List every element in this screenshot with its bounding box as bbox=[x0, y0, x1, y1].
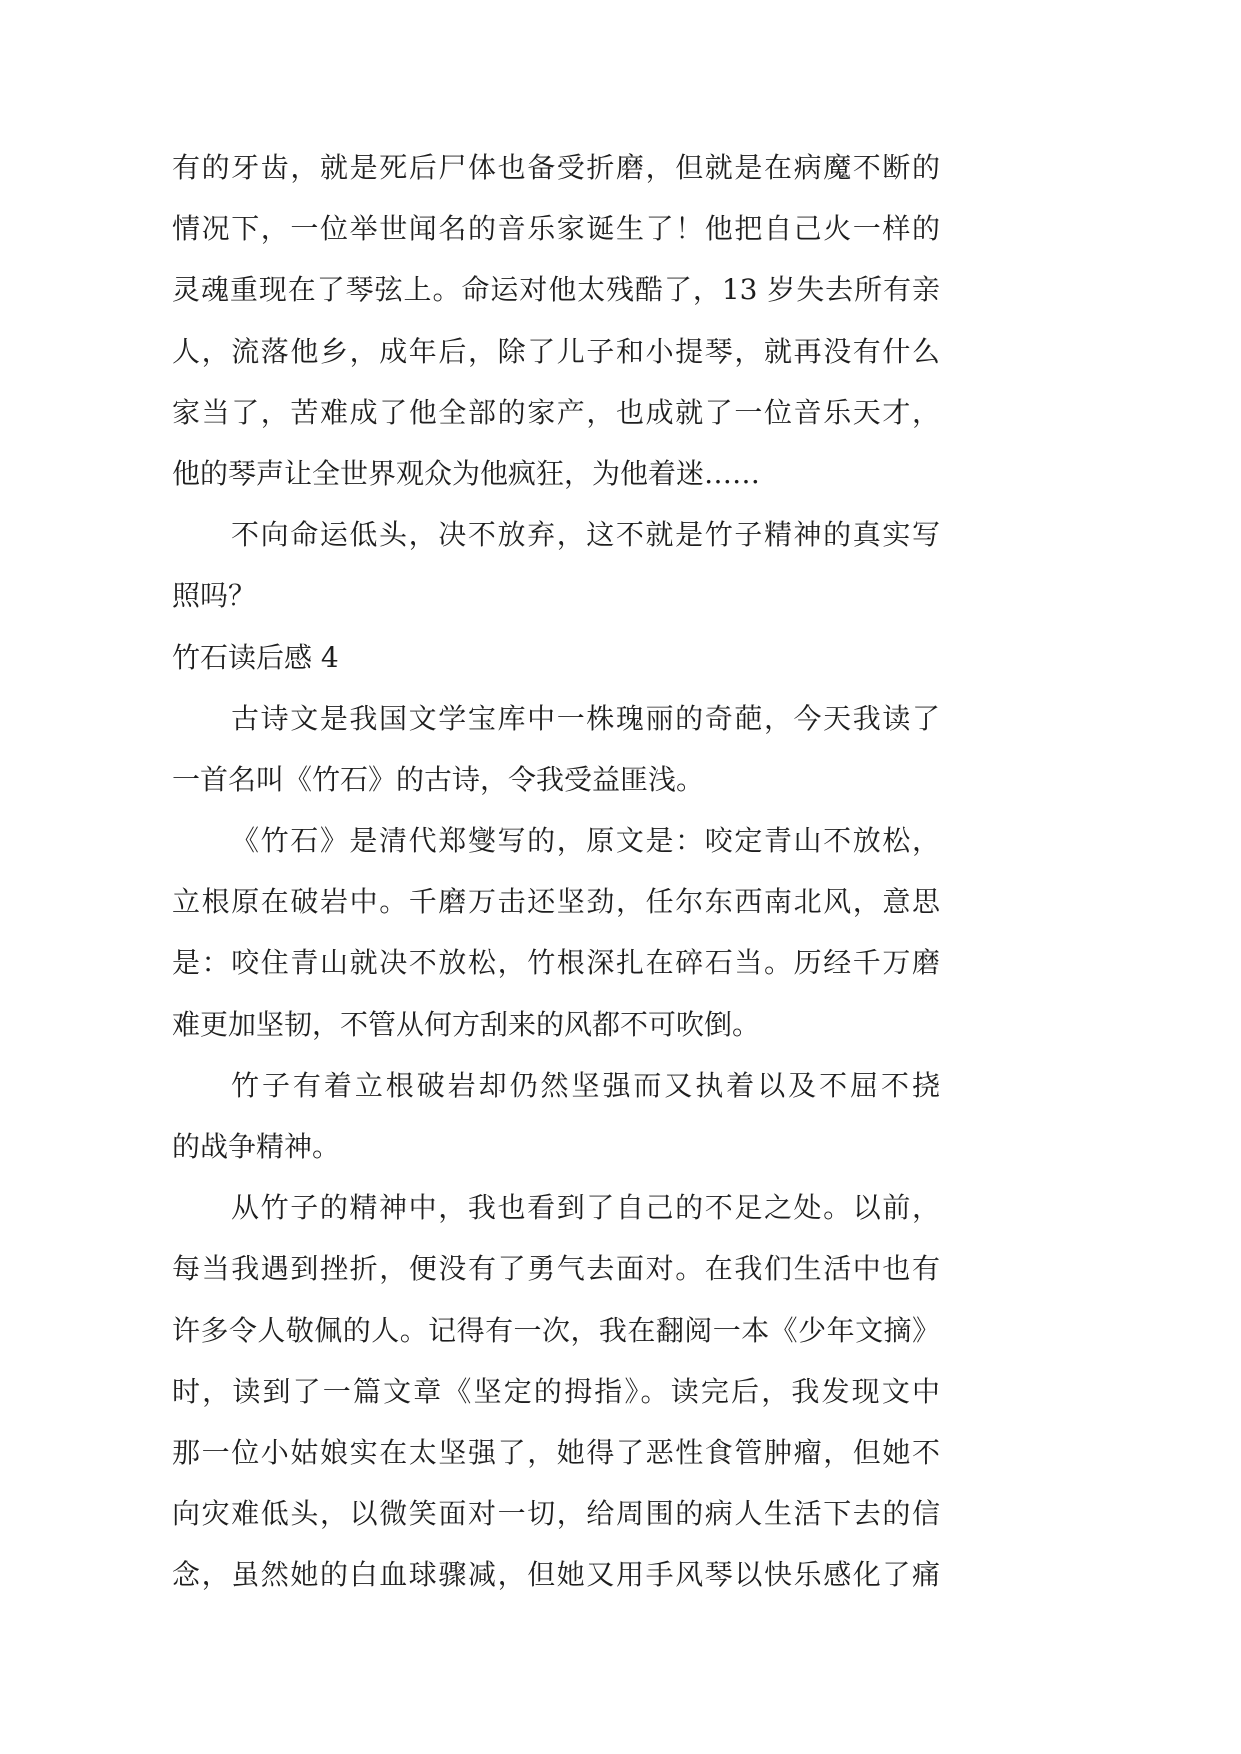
document-body bbox=[172, 137, 940, 1606]
paragraph bbox=[172, 137, 940, 504]
text-line: 不向命运低头，决不放弃，这不就是竹子精神的真实写 bbox=[231, 518, 940, 552]
text-line: 的战争精神。 bbox=[172, 1130, 341, 1163]
text-line: 难更加坚韧，不管从何方刮来的风都不可吹倒。 bbox=[172, 1007, 761, 1041]
text-line: 《竹石》是清代郑燮写的，原文是：咬定青山不放松， bbox=[231, 824, 940, 858]
text-line: 一首名叫《竹石》的古诗，令我受益匪浅。 bbox=[172, 762, 705, 796]
text-line: 向灾难低头，以微笑面对一切，给周围的病人生活下去的信 bbox=[172, 1497, 940, 1531]
text-line: 立根原在破岩中。千磨万击还坚劲，任尔东西南北风，意思 bbox=[172, 885, 940, 919]
text-line: 家当了，苦难成了他全部的家产，也成就了一位音乐天才， bbox=[172, 395, 940, 429]
paragraph bbox=[172, 1177, 940, 1605]
text-line: 念，虽然她的白血球骤减，但她又用手风琴以快乐感化了痛 bbox=[172, 1558, 940, 1592]
text-line: 人，流落他乡，成年后，除了儿子和小提琴，就再没有什么 bbox=[172, 334, 940, 368]
paragraph bbox=[172, 1055, 940, 1177]
paragraph bbox=[172, 810, 940, 1055]
section-heading: 竹石读后感 4 bbox=[172, 640, 339, 674]
text-line: 有的牙齿，就是死后尸体也备受折磨，但就是在病魔不断的 bbox=[172, 151, 940, 184]
paragraph bbox=[172, 688, 940, 810]
text-line: 是：咬住青山就决不放松，竹根深扎在碎石当。历经千万磨 bbox=[172, 946, 940, 980]
text-line: 他的琴声让全世界观众为他疯狂，为他着迷…… bbox=[172, 456, 761, 490]
text-line: 那一位小姑娘实在太坚强了，她得了恶性食管肿瘤，但她不 bbox=[172, 1435, 940, 1469]
text-line: 时，读到了一篇文章《坚定的拇指》。读完后，我发现文中 bbox=[172, 1374, 940, 1408]
text-line: 灵魂重现在了琴弦上。命运对他太残酷了，13 岁失去所有亲 bbox=[172, 273, 940, 307]
text-line: 从竹子的精神中，我也看到了自己的不足之处。以前， bbox=[231, 1191, 940, 1225]
paragraph bbox=[172, 504, 940, 626]
text-line: 每当我遇到挫折，便没有了勇气去面对。在我们生活中也有 bbox=[172, 1252, 940, 1286]
text-line: 古诗文是我国文学宝库中一株瑰丽的奇葩，今天我读了 bbox=[231, 701, 940, 735]
text-line: 情况下，一位举世闻名的音乐家诞生了！他把自己火一样的 bbox=[172, 212, 940, 246]
text-line: 照吗？ bbox=[172, 579, 257, 613]
text-line: 许多令人敬佩的人。记得有一次，我在翻阅一本《少年文摘》 bbox=[172, 1313, 940, 1347]
text-line: 竹子有着立根破岩却仍然坚强而又执着以及不屈不挠 bbox=[231, 1068, 940, 1102]
